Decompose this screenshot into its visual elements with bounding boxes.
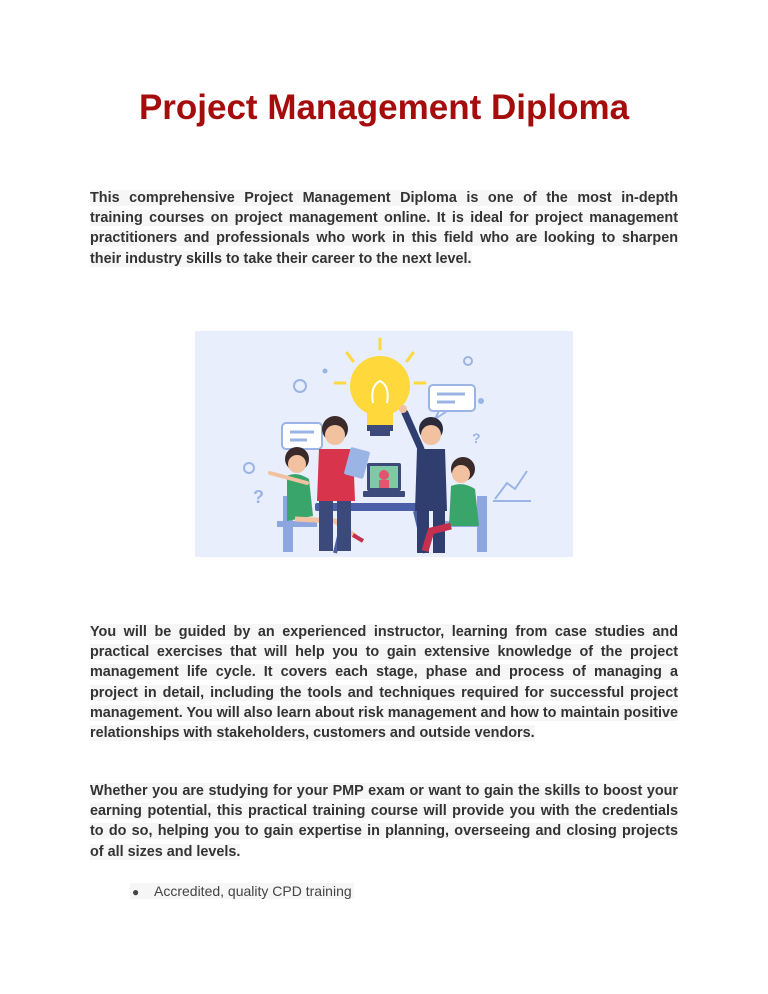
chat-bubble-icon	[282, 423, 322, 449]
outcome-paragraph-text: Whether you are studying for your PMP exam or want to gain the skills to boost your earning potential, this practical training course will provide you with the credentials to do so, helping you to gain expertise in planning, overseeing and closing projects of all sizes and levels.	[90, 783, 678, 860]
list-item-text: Accredited, quality CPD training	[154, 883, 352, 899]
outcome-paragraph	[90, 781, 678, 862]
page-title: Project Management Diploma	[138, 88, 630, 127]
question-mark-icon: ?	[253, 487, 264, 507]
intro-paragraph	[90, 188, 678, 269]
details-paragraph-text: You will be guided by an experienced instructor, learning from case studies and practical exercises that will help you to gain extensive knowledge of the project management life cycle. It covers each stage, phase and process of managing a project in detail, including the tools and techniques required for successful project management. You will also learn about risk management and how to maintain positive relationships with stakeholders, customers and outside vendors.	[90, 624, 679, 742]
team-illustration	[195, 331, 573, 557]
details-paragraph	[90, 622, 678, 743]
laptop-icon	[363, 463, 405, 497]
list-item-wrapper	[130, 883, 354, 899]
intro-paragraph-text: This comprehensive Project Management Diploma is one of the most in-depth training courses on project management online. It is ideal for project management practitioners and professionals who work in this field who are looking to sharpen their industry skills to take their career to the next level.	[90, 190, 678, 267]
feature-list	[130, 881, 354, 902]
bullet-dot-icon: ●	[132, 885, 140, 899]
question-mark-icon-right: ?	[472, 430, 481, 446]
list-item	[130, 881, 354, 902]
